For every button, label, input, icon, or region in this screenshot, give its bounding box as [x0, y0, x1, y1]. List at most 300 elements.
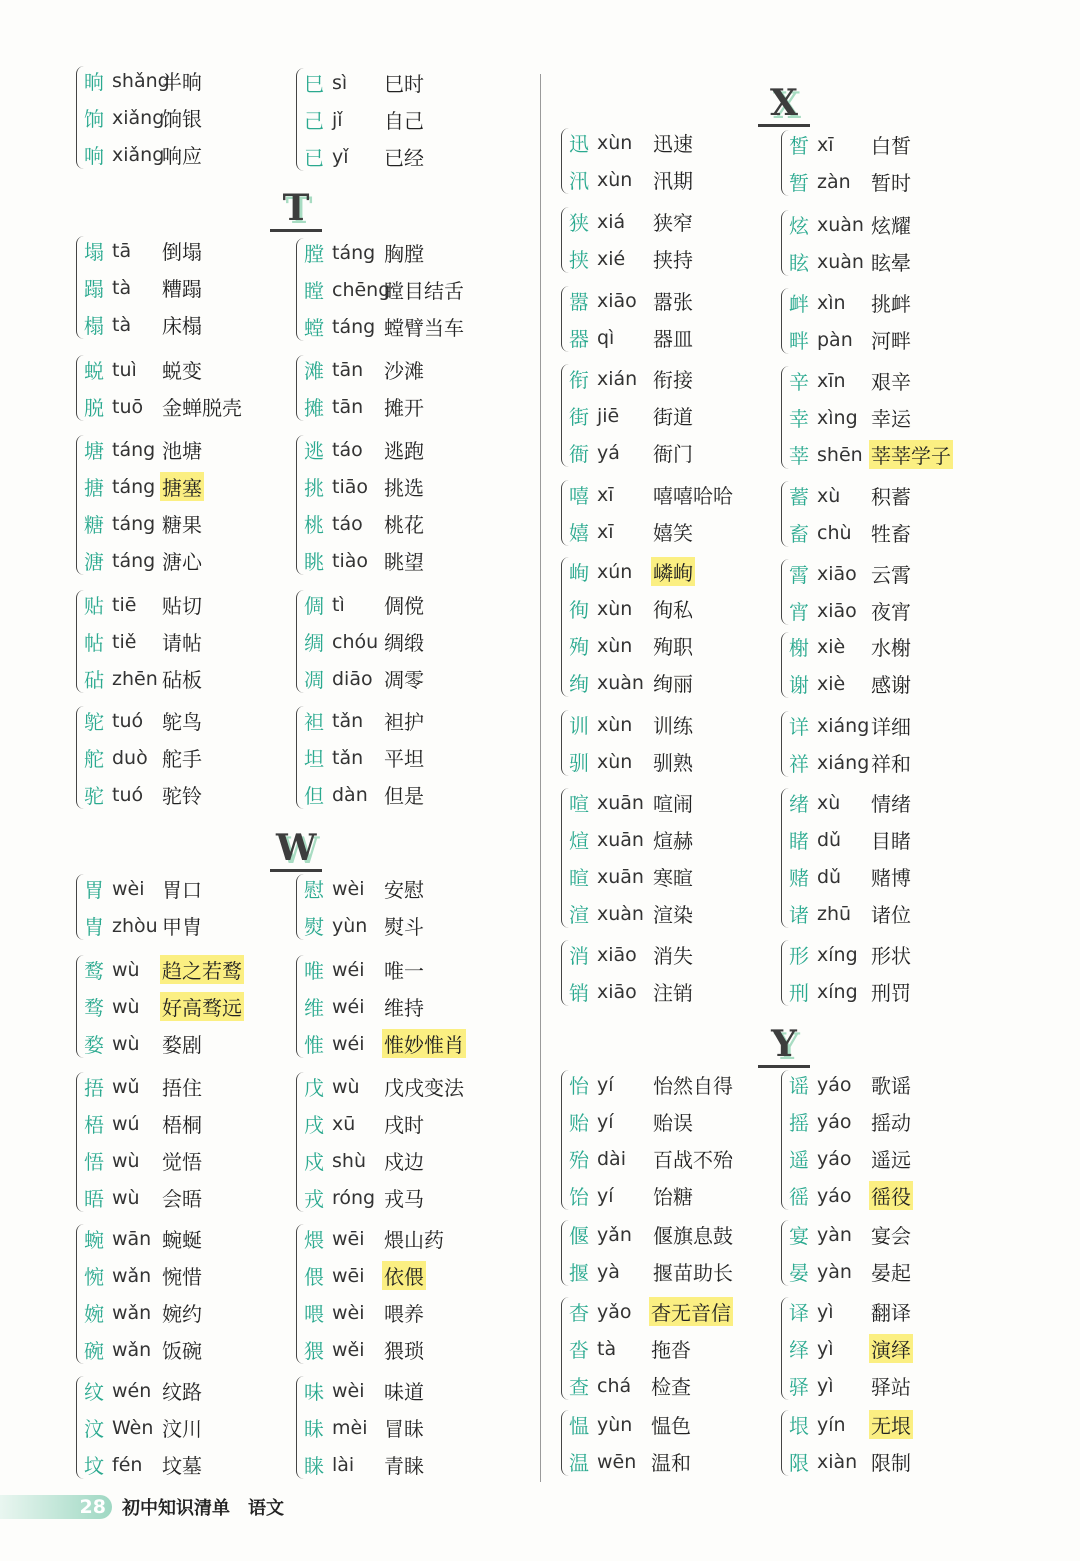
char-row — [785, 477, 913, 514]
character: 昧 — [304, 1417, 324, 1441]
character: 饴 — [569, 1185, 589, 1209]
character: 愠 — [569, 1414, 589, 1438]
char-row — [785, 936, 913, 973]
pinyin: shēn — [817, 443, 863, 466]
character: 汛 — [569, 169, 589, 193]
character: 峋 — [569, 561, 589, 585]
char-row — [785, 1406, 913, 1443]
pinyin: yì — [817, 1300, 834, 1323]
example-word: 训练 — [653, 714, 693, 738]
pinyin: xùn — [597, 168, 633, 191]
pinyin: xù — [817, 484, 841, 507]
pinyin: xùn — [597, 750, 633, 773]
pinyin: duò — [112, 746, 148, 769]
char-group — [300, 586, 426, 697]
char-row — [300, 660, 426, 697]
pinyin: xùn — [597, 131, 633, 154]
character: 殉 — [569, 635, 589, 659]
pinyin: táng — [112, 512, 156, 535]
example-word: 感谢 — [871, 673, 911, 697]
example-word: 嘻嘻哈哈 — [653, 484, 733, 508]
pinyin: táng — [112, 475, 156, 498]
character: 训 — [569, 714, 589, 738]
char-row — [565, 360, 695, 397]
char-row — [565, 627, 695, 664]
character: 徇 — [569, 598, 589, 622]
pinyin: yáo — [817, 1073, 852, 1096]
char-group — [565, 706, 695, 780]
example-word: 艰辛 — [871, 370, 911, 394]
example-word: 倒塌 — [162, 240, 202, 264]
highlighted-word: 搪塞 — [160, 472, 204, 501]
char-row — [300, 623, 426, 660]
character: 怡 — [569, 1074, 589, 1098]
char-row — [565, 1443, 693, 1480]
example-word: 歌谣 — [871, 1074, 911, 1098]
character: 杳 — [569, 1301, 589, 1325]
character: 谣 — [789, 1074, 809, 1098]
char-row — [80, 505, 204, 542]
character: 炫 — [789, 214, 809, 238]
example-word: 煨山药 — [384, 1228, 444, 1252]
pinyin: yì — [817, 1374, 834, 1397]
example-word: 偃旗息鼓 — [653, 1224, 733, 1248]
pinyin: yá — [597, 441, 620, 464]
char-row — [80, 1068, 204, 1105]
pinyin: jiē — [597, 404, 620, 427]
char-row — [300, 776, 426, 813]
char-row — [80, 907, 204, 944]
pinyin: wèi — [332, 1379, 365, 1402]
example-word: 婺剧 — [162, 1033, 202, 1057]
char-row — [565, 936, 695, 973]
pinyin: yí — [597, 1073, 614, 1096]
char-row — [565, 784, 695, 821]
character: 巳 — [304, 72, 324, 96]
character: 绚 — [569, 672, 589, 696]
character: 嬉 — [569, 521, 589, 545]
char-group — [565, 203, 695, 277]
pinyin: zhū — [817, 902, 852, 925]
character: 皙 — [789, 134, 809, 158]
char-row — [300, 951, 466, 988]
pinyin: wú — [112, 1112, 140, 1135]
pinyin: chēng — [332, 278, 391, 301]
example-word: 金蝉脱壳 — [162, 396, 242, 420]
character: 榻 — [84, 314, 104, 338]
pinyin: tà — [112, 276, 132, 299]
pinyin: xìn — [817, 291, 846, 314]
pinyin: wǔ — [112, 1075, 140, 1098]
character: 垠 — [789, 1414, 809, 1438]
character: 限 — [789, 1451, 809, 1475]
character: 袒 — [304, 710, 324, 734]
char-row — [785, 973, 913, 1010]
example-word: 维持 — [384, 996, 424, 1020]
char-row — [80, 870, 204, 907]
example-word: 挟持 — [653, 248, 693, 272]
example-word: 汛期 — [653, 169, 693, 193]
pinyin: xiá — [597, 210, 626, 233]
char-group — [785, 555, 913, 629]
character: 晌 — [84, 70, 104, 94]
char-row — [300, 138, 426, 175]
char-row — [300, 1372, 426, 1409]
character: 胃 — [84, 878, 104, 902]
pinyin: xīn — [817, 369, 846, 392]
example-word: 舵手 — [162, 747, 202, 771]
example-word: 殉职 — [653, 635, 693, 659]
pinyin: wù — [332, 1075, 360, 1098]
character: 渲 — [569, 903, 589, 927]
char-row — [565, 476, 735, 513]
char-group — [565, 1066, 735, 1214]
pinyin: zhēn — [112, 667, 158, 690]
pinyin: dàn — [332, 783, 368, 806]
pinyin: tǎn — [332, 709, 364, 732]
pinyin: wēi — [332, 1227, 365, 1250]
character: 骛 — [84, 996, 104, 1020]
example-word: 床榻 — [162, 314, 202, 338]
pinyin: chá — [597, 1374, 632, 1397]
example-word: 甲胄 — [162, 915, 202, 939]
char-row — [785, 895, 913, 932]
char-row — [80, 1294, 204, 1331]
char-row — [80, 232, 204, 269]
pinyin: xùn — [597, 634, 633, 657]
char-row — [785, 399, 953, 436]
character: 摊 — [304, 396, 324, 420]
pinyin: wù — [112, 958, 140, 981]
character: 婉 — [84, 1302, 104, 1326]
char-row — [80, 351, 244, 388]
char-row — [785, 1253, 913, 1290]
example-word: 怡然自得 — [653, 1074, 733, 1098]
character: 霄 — [789, 563, 809, 587]
char-row — [80, 1409, 204, 1446]
char-row — [785, 784, 913, 821]
example-word: 唯一 — [384, 959, 424, 983]
character: 熨 — [304, 915, 324, 939]
char-row — [300, 586, 426, 623]
example-word: 云霄 — [871, 563, 911, 587]
example-word: 暂时 — [871, 171, 911, 195]
char-row — [300, 1068, 466, 1105]
char-group — [785, 1066, 913, 1214]
character: 鹜 — [84, 959, 104, 983]
example-word: 袒护 — [384, 710, 424, 734]
example-word: 螳臂当车 — [384, 316, 464, 340]
pinyin: xié — [597, 247, 626, 270]
character: 贻 — [569, 1111, 589, 1135]
character: 桃 — [304, 513, 324, 537]
example-word: 青睐 — [384, 1454, 424, 1478]
example-word: 平坦 — [384, 747, 424, 771]
char-row — [80, 269, 204, 306]
character: 驿 — [789, 1375, 809, 1399]
highlighted-word: 依偎 — [382, 1261, 426, 1290]
char-row — [565, 1103, 735, 1140]
char-row — [565, 1177, 735, 1214]
char-row — [80, 542, 204, 579]
pinyin: xiáng — [817, 751, 870, 774]
example-word: 贴切 — [162, 594, 202, 618]
pinyin: wēn — [597, 1450, 637, 1473]
character: 查 — [569, 1375, 589, 1399]
char-row — [80, 739, 204, 776]
char-group — [300, 1068, 466, 1216]
character: 畜 — [789, 522, 809, 546]
char-row — [300, 351, 426, 388]
character: 梧 — [84, 1113, 104, 1137]
example-word: 绸缎 — [384, 631, 424, 655]
example-word: 晏起 — [871, 1261, 911, 1285]
character: 捂 — [84, 1076, 104, 1100]
highlighted-word: 演绎 — [869, 1334, 913, 1363]
pinyin: xiāo — [817, 599, 857, 622]
example-word: 逃跑 — [384, 439, 424, 463]
example-word: 响应 — [162, 144, 202, 168]
character: 狭 — [569, 211, 589, 235]
example-word: 觉悟 — [162, 1150, 202, 1174]
pinyin: wéi — [332, 958, 365, 981]
character: 砧 — [84, 668, 104, 692]
char-row — [80, 99, 204, 136]
character: 煨 — [304, 1228, 324, 1252]
char-group — [565, 1293, 733, 1404]
example-word: 驼铃 — [162, 784, 202, 808]
character: 汶 — [84, 1417, 104, 1441]
example-word: 牲畜 — [871, 522, 911, 546]
char-row — [785, 436, 953, 473]
pinyin: xuàn — [817, 250, 864, 273]
char-group — [300, 1220, 446, 1368]
char-group — [785, 206, 913, 280]
example-word: 驯熟 — [653, 751, 693, 775]
character: 偎 — [304, 1265, 324, 1289]
pinyin: xuàn — [597, 671, 644, 694]
example-word: 沙滩 — [384, 359, 424, 383]
char-row — [785, 362, 953, 399]
char-row — [565, 1253, 735, 1290]
char-row — [785, 665, 913, 702]
example-word: 揠苗助长 — [653, 1261, 733, 1285]
character: 绸 — [304, 631, 324, 655]
character: 绎 — [789, 1338, 809, 1362]
example-word: 检查 — [651, 1375, 691, 1399]
pinyin: wù — [112, 1186, 140, 1209]
character: 搪 — [84, 476, 104, 500]
character: 坦 — [304, 747, 324, 771]
char-row — [300, 1409, 426, 1446]
character: 销 — [569, 981, 589, 1005]
example-word: 限制 — [871, 1451, 911, 1475]
character: 暂 — [789, 171, 809, 195]
char-row — [565, 706, 695, 743]
character: 帖 — [84, 631, 104, 655]
page-number: 28 — [79, 1496, 106, 1518]
char-row — [785, 1140, 913, 1177]
pinyin: xùn — [597, 713, 633, 736]
pinyin: xī — [817, 133, 834, 156]
pinyin: xuān — [597, 791, 644, 814]
example-word: 徇私 — [653, 598, 693, 622]
char-row — [300, 702, 426, 739]
char-row — [80, 623, 204, 660]
pinyin: xuān — [597, 828, 644, 851]
example-word: 喧闹 — [653, 792, 693, 816]
character: 惋 — [84, 1265, 104, 1289]
pinyin: tuó — [112, 783, 144, 806]
example-word: 寒暄 — [653, 866, 693, 890]
char-row — [565, 397, 695, 434]
char-group — [785, 284, 913, 358]
char-row — [565, 821, 695, 858]
pinyin: tuō — [112, 395, 144, 418]
example-word: 安慰 — [384, 878, 424, 902]
char-row — [565, 1140, 735, 1177]
highlighted-word: 徭役 — [869, 1181, 913, 1210]
example-word: 蜿蜒 — [162, 1228, 202, 1252]
pinyin: tiào — [332, 549, 368, 572]
pinyin: táng — [332, 315, 376, 338]
char-group — [785, 628, 913, 702]
example-word: 胸膛 — [384, 242, 424, 266]
char-row — [565, 1330, 733, 1367]
highlighted-word: 杳无音信 — [649, 1297, 733, 1326]
char-row — [785, 858, 913, 895]
character: 形 — [789, 944, 809, 968]
character: 瞠 — [304, 279, 324, 303]
character: 挟 — [569, 248, 589, 272]
char-row — [565, 240, 695, 277]
character: 偃 — [569, 1224, 589, 1248]
character: 遥 — [789, 1148, 809, 1172]
char-row — [565, 664, 695, 701]
char-group — [565, 476, 735, 550]
character: 挑 — [304, 476, 324, 500]
character: 祥 — [789, 752, 809, 776]
character: 嘻 — [569, 484, 589, 508]
char-row — [565, 590, 695, 627]
pinyin: xuān — [597, 865, 644, 888]
character: 诸 — [789, 903, 809, 927]
pinyin: tiē — [112, 593, 137, 616]
pinyin: yáo — [817, 1147, 852, 1170]
example-word: 炫耀 — [871, 214, 911, 238]
pinyin: Wèn — [112, 1416, 154, 1439]
character: 煊 — [569, 829, 589, 853]
character: 戍 — [304, 1150, 324, 1174]
example-word: 冒昧 — [384, 1417, 424, 1441]
example-word: 白皙 — [871, 134, 911, 158]
pinyin: xū — [332, 1112, 356, 1135]
character: 莘 — [789, 444, 809, 468]
pinyin: xiāo — [597, 980, 637, 1003]
pinyin: wù — [112, 1149, 140, 1172]
char-row — [565, 858, 695, 895]
char-row — [80, 136, 204, 173]
char-row — [785, 1293, 913, 1330]
pinyin: shù — [332, 1149, 366, 1172]
char-group — [80, 351, 244, 425]
example-word: 巳时 — [384, 72, 424, 96]
pinyin: jǐ — [332, 108, 343, 131]
example-word: 街道 — [653, 405, 693, 429]
char-row — [785, 514, 913, 551]
char-row — [565, 124, 695, 161]
char-group — [785, 707, 913, 781]
char-group — [565, 1216, 735, 1290]
pinyin: sì — [332, 71, 348, 94]
character: 滩 — [304, 359, 324, 383]
char-group — [785, 477, 913, 551]
char-row — [565, 895, 695, 932]
example-word: 凋零 — [384, 668, 424, 692]
example-word: 蜕变 — [162, 359, 202, 383]
pinyin: xuàn — [817, 213, 864, 236]
section-letter-x: X — [764, 83, 804, 123]
character: 舵 — [84, 747, 104, 771]
char-row — [785, 321, 913, 358]
char-row — [300, 739, 426, 776]
character: 衅 — [789, 292, 809, 316]
pinyin: tì — [332, 593, 345, 616]
pinyin: fén — [112, 1453, 143, 1476]
char-row — [785, 744, 913, 781]
example-word: 坟墓 — [162, 1454, 202, 1478]
pinyin: yáo — [817, 1110, 852, 1133]
char-row — [300, 1446, 426, 1483]
character: 刑 — [789, 981, 809, 1005]
pinyin: wèi — [332, 1301, 365, 1324]
pinyin: yǎo — [597, 1300, 632, 1323]
char-row — [565, 282, 695, 319]
char-row — [565, 553, 695, 590]
character: 睹 — [789, 829, 809, 853]
char-row — [80, 702, 204, 739]
character: 徭 — [789, 1185, 809, 1209]
char-row — [785, 206, 913, 243]
char-row — [785, 1177, 913, 1214]
char-group — [300, 234, 466, 345]
pinyin: yǎn — [597, 1223, 632, 1246]
char-row — [80, 431, 204, 468]
character: 沓 — [569, 1338, 589, 1362]
char-group — [565, 784, 695, 932]
char-row — [300, 101, 426, 138]
character: 已 — [304, 146, 324, 170]
pinyin: yàn — [817, 1223, 852, 1246]
pinyin: dài — [597, 1147, 626, 1170]
pinyin: wéi — [332, 1032, 365, 1055]
char-group — [80, 1220, 204, 1368]
pinyin: táng — [112, 549, 156, 572]
character: 己 — [304, 109, 324, 133]
pinyin: xiǎng — [112, 143, 165, 166]
character: 倜 — [304, 594, 324, 618]
page-number-tab — [0, 1495, 112, 1519]
pinyin: qì — [597, 326, 615, 349]
char-group — [565, 936, 695, 1010]
example-word: 拖沓 — [651, 1338, 691, 1362]
character: 慰 — [304, 878, 324, 902]
character: 婺 — [84, 1033, 104, 1057]
example-word: 惋惜 — [162, 1265, 202, 1289]
pinyin: xíng — [817, 943, 858, 966]
char-row — [565, 1066, 735, 1103]
pinyin: zàn — [817, 170, 851, 193]
